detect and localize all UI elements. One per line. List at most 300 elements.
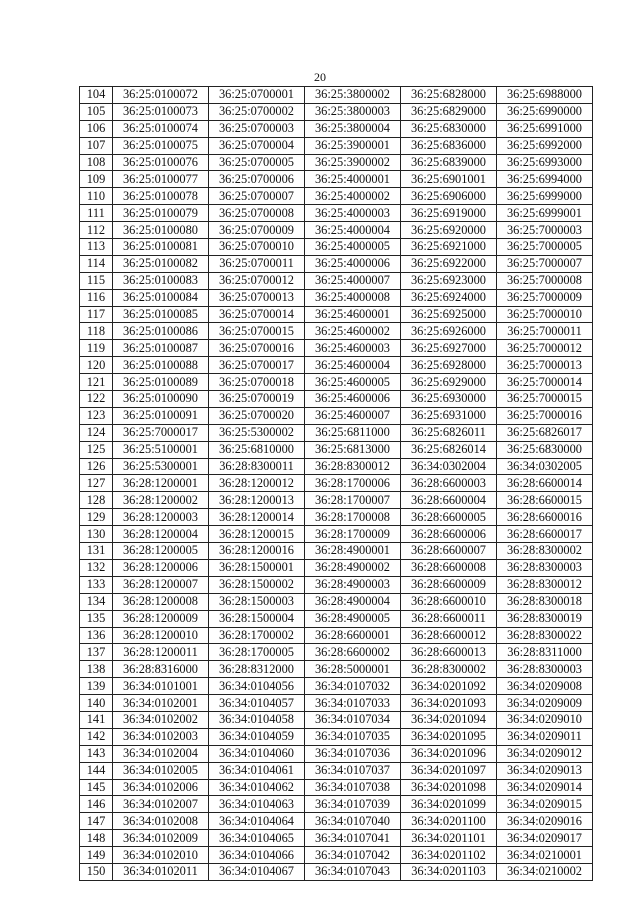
table-row <box>80 205 593 222</box>
cadastral-number-cell: 36:25:7000007 <box>497 255 593 272</box>
cadastral-number-cell: 36:25:0100080 <box>113 222 209 239</box>
cadastral-number-cell: 36:28:1200005 <box>113 543 209 560</box>
cadastral-number-cell: 36:34:0107035 <box>305 728 401 745</box>
row-number-cell: 139 <box>80 678 113 695</box>
table-row <box>80 610 593 627</box>
row-number-cell: 112 <box>80 222 113 239</box>
cadastral-number-cell: 36:28:1200013 <box>209 492 305 509</box>
cadastral-number-cell: 36:25:6994000 <box>497 171 593 188</box>
page-number: 20 <box>314 70 326 84</box>
cadastral-number-cell: 36:28:8300012 <box>305 458 401 475</box>
cadastral-number-cell: 36:28:8300019 <box>497 610 593 627</box>
cadastral-number-cell: 36:25:0100081 <box>113 239 209 256</box>
cadastral-number-cell: 36:25:4000002 <box>305 188 401 205</box>
cadastral-number-cell: 36:28:8300011 <box>209 458 305 475</box>
cadastral-number-cell: 36:28:4900004 <box>305 593 401 610</box>
cadastral-number-cell: 36:28:8312000 <box>209 661 305 678</box>
cadastral-number-cell: 36:28:1500003 <box>209 593 305 610</box>
row-number-cell: 114 <box>80 255 113 272</box>
table-row <box>80 239 593 256</box>
cadastral-number-cell: 36:34:0201093 <box>401 695 497 712</box>
row-number-cell: 119 <box>80 340 113 357</box>
cadastral-number-cell: 36:28:4900002 <box>305 559 401 576</box>
cadastral-number-cell: 36:28:6600015 <box>497 492 593 509</box>
cadastral-number-cell: 36:25:7000009 <box>497 289 593 306</box>
cadastral-number-cell: 36:28:6600010 <box>401 593 497 610</box>
cadastral-number-cell: 36:25:6999000 <box>497 188 593 205</box>
cadastral-number-cell: 36:28:6600013 <box>401 644 497 661</box>
cadastral-number-cell: 36:25:0700011 <box>209 255 305 272</box>
row-number-cell: 116 <box>80 289 113 306</box>
table-row <box>80 154 593 171</box>
table-row <box>80 340 593 357</box>
cadastral-number-cell: 36:28:1700006 <box>305 475 401 492</box>
table-row <box>80 745 593 762</box>
cadastral-number-cell: 36:28:1200002 <box>113 492 209 509</box>
cadastral-number-cell: 36:25:6926000 <box>401 323 497 340</box>
cadastral-number-cell: 36:25:6829000 <box>401 103 497 120</box>
cadastral-number-cell: 36:28:1200015 <box>209 526 305 543</box>
cadastral-number-cell: 36:34:0107033 <box>305 695 401 712</box>
cadastral-number-cell: 36:25:7000016 <box>497 407 593 424</box>
cadastral-number-cell: 36:25:6991000 <box>497 120 593 137</box>
cadastral-number-cell: 36:25:0700012 <box>209 272 305 289</box>
cadastral-number-cell: 36:25:6924000 <box>401 289 497 306</box>
row-number-cell: 125 <box>80 441 113 458</box>
row-number-cell: 124 <box>80 424 113 441</box>
table-row <box>80 407 593 424</box>
cadastral-number-cell: 36:25:0100082 <box>113 255 209 272</box>
cadastral-number-cell: 36:25:4600007 <box>305 407 401 424</box>
row-number-cell: 106 <box>80 120 113 137</box>
cadastral-number-cell: 36:34:0201097 <box>401 762 497 779</box>
cadastral-number-cell: 36:25:0700014 <box>209 306 305 323</box>
cadastral-number-cell: 36:28:1200010 <box>113 627 209 644</box>
table-row <box>80 779 593 796</box>
row-number-cell: 143 <box>80 745 113 762</box>
cadastral-number-cell: 36:25:0100088 <box>113 357 209 374</box>
cadastral-number-cell: 36:34:0201098 <box>401 779 497 796</box>
cadastral-number-cell: 36:25:4000001 <box>305 171 401 188</box>
cadastral-number-cell: 36:28:8316000 <box>113 661 209 678</box>
table-row <box>80 593 593 610</box>
cadastral-number-cell: 36:25:0100073 <box>113 103 209 120</box>
cadastral-number-cell: 36:25:6839000 <box>401 154 497 171</box>
row-number-cell: 111 <box>80 205 113 222</box>
table-row <box>80 576 593 593</box>
cadastral-number-cell: 36:28:1500004 <box>209 610 305 627</box>
cadastral-number-cell: 36:28:1700008 <box>305 509 401 526</box>
cadastral-number-cell: 36:25:6906000 <box>401 188 497 205</box>
cadastral-number-cell: 36:34:0209012 <box>497 745 593 762</box>
cadastral-number-cell: 36:34:0107040 <box>305 813 401 830</box>
cadastral-number-cell: 36:28:1500001 <box>209 559 305 576</box>
cadastral-number-cell: 36:25:0100085 <box>113 306 209 323</box>
cadastral-number-cell: 36:34:0104059 <box>209 728 305 745</box>
row-number-cell: 147 <box>80 813 113 830</box>
table-row <box>80 543 593 560</box>
cadastral-number-cell: 36:28:8300003 <box>497 661 593 678</box>
cadastral-number-cell: 36:28:1700007 <box>305 492 401 509</box>
cadastral-number-cell: 36:34:0107039 <box>305 796 401 813</box>
cadastral-number-cell: 36:25:0700009 <box>209 222 305 239</box>
row-number-cell: 142 <box>80 728 113 745</box>
table-row <box>80 526 593 543</box>
cadastral-number-cell: 36:34:0102004 <box>113 745 209 762</box>
cadastral-number-cell: 36:28:6600008 <box>401 559 497 576</box>
cadastral-number-cell: 36:34:0201095 <box>401 728 497 745</box>
row-number-cell: 140 <box>80 695 113 712</box>
table-row <box>80 222 593 239</box>
cadastral-number-cell: 36:25:6988000 <box>497 87 593 104</box>
row-number-cell: 145 <box>80 779 113 796</box>
cadastral-number-cell: 36:25:0700003 <box>209 120 305 137</box>
cadastral-number-cell: 36:34:0201099 <box>401 796 497 813</box>
table-row <box>80 458 593 475</box>
cadastral-number-cell: 36:28:8300002 <box>401 661 497 678</box>
cadastral-number-cell: 36:34:0201102 <box>401 847 497 864</box>
cadastral-number-cell: 36:25:0700002 <box>209 103 305 120</box>
cadastral-number-cell: 36:25:0700004 <box>209 137 305 154</box>
cadastral-number-cell: 36:28:1200007 <box>113 576 209 593</box>
cadastral-number-cell: 36:25:6930000 <box>401 391 497 408</box>
cadastral-number-cell: 36:25:4600002 <box>305 323 401 340</box>
row-number-cell: 121 <box>80 374 113 391</box>
cadastral-number-cell: 36:34:0104064 <box>209 813 305 830</box>
cadastral-number-cell: 36:25:0700006 <box>209 171 305 188</box>
row-number-cell: 123 <box>80 407 113 424</box>
row-number-cell: 134 <box>80 593 113 610</box>
table-row <box>80 661 593 678</box>
cadastral-number-cell: 36:28:1700009 <box>305 526 401 543</box>
row-number-cell: 127 <box>80 475 113 492</box>
cadastral-number-cell: 36:25:6826011 <box>401 424 497 441</box>
cadastral-number-cell: 36:28:8300022 <box>497 627 593 644</box>
cadastral-number-cell: 36:25:0100086 <box>113 323 209 340</box>
cadastral-number-cell: 36:25:4600004 <box>305 357 401 374</box>
cadastral-number-cell: 36:28:1500002 <box>209 576 305 593</box>
cadastral-number-cell: 36:25:0100079 <box>113 205 209 222</box>
cadastral-number-cell: 36:25:7000011 <box>497 323 593 340</box>
cadastral-number-cell: 36:25:5300001 <box>113 458 209 475</box>
table-row <box>80 492 593 509</box>
table-row <box>80 644 593 661</box>
cadastral-number-cell: 36:34:0209013 <box>497 762 593 779</box>
cadastral-number-cell: 36:25:5100001 <box>113 441 209 458</box>
cadastral-number-cell: 36:28:8300018 <box>497 593 593 610</box>
cadastral-number-cell: 36:34:0102003 <box>113 728 209 745</box>
cadastral-number-cell: 36:34:0209015 <box>497 796 593 813</box>
row-number-cell: 135 <box>80 610 113 627</box>
cadastral-number-cell: 36:25:6830000 <box>497 441 593 458</box>
cadastral-number-cell: 36:25:6929000 <box>401 374 497 391</box>
cadastral-number-cell: 36:25:4000003 <box>305 205 401 222</box>
cadastral-number-cell: 36:25:0700016 <box>209 340 305 357</box>
table-row <box>80 374 593 391</box>
cadastral-number-cell: 36:28:1200006 <box>113 559 209 576</box>
cadastral-number-cell: 36:34:0302005 <box>497 458 593 475</box>
row-number-cell: 105 <box>80 103 113 120</box>
cadastral-number-cell: 36:34:0201100 <box>401 813 497 830</box>
cadastral-number-cell: 36:25:0700015 <box>209 323 305 340</box>
table-row <box>80 87 593 104</box>
table-row <box>80 728 593 745</box>
cadastral-number-cell: 36:25:7000017 <box>113 424 209 441</box>
cadastral-number-cell: 36:25:6920000 <box>401 222 497 239</box>
cadastral-number-cell: 36:34:0107032 <box>305 678 401 695</box>
cadastral-number-cell: 36:25:7000005 <box>497 239 593 256</box>
cadastral-number-cell: 36:28:1700005 <box>209 644 305 661</box>
cadastral-number-cell: 36:25:4600001 <box>305 306 401 323</box>
table-row <box>80 171 593 188</box>
cadastral-number-cell: 36:25:0100091 <box>113 407 209 424</box>
cadastral-number-cell: 36:28:6600003 <box>401 475 497 492</box>
cadastral-number-cell: 36:25:0100077 <box>113 171 209 188</box>
cadastral-number-cell: 36:34:0102005 <box>113 762 209 779</box>
row-number-cell: 130 <box>80 526 113 543</box>
cadastral-number-cell: 36:34:0104061 <box>209 762 305 779</box>
row-number-cell: 138 <box>80 661 113 678</box>
row-number-cell: 118 <box>80 323 113 340</box>
cadastral-number-cell: 36:25:0700005 <box>209 154 305 171</box>
cadastral-number-cell: 36:28:1200004 <box>113 526 209 543</box>
cadastral-number-cell: 36:25:4600003 <box>305 340 401 357</box>
row-number-cell: 104 <box>80 87 113 104</box>
table-row <box>80 509 593 526</box>
cadastral-number-cell: 36:28:8311000 <box>497 644 593 661</box>
cadastral-number-cell: 36:34:0104063 <box>209 796 305 813</box>
cadastral-number-cell: 36:34:0102002 <box>113 711 209 728</box>
row-number-cell: 109 <box>80 171 113 188</box>
cadastral-number-cell: 36:28:6600002 <box>305 644 401 661</box>
cadastral-number-cell: 36:25:0100089 <box>113 374 209 391</box>
cadastral-number-cell: 36:25:4000008 <box>305 289 401 306</box>
cadastral-number-cell: 36:34:0201094 <box>401 711 497 728</box>
cadastral-number-cell: 36:28:6600009 <box>401 576 497 593</box>
table-row <box>80 272 593 289</box>
cadastral-number-cell: 36:28:8300002 <box>497 543 593 560</box>
cadastral-number-cell: 36:25:6810000 <box>209 441 305 458</box>
cadastral-number-cell: 36:34:0201096 <box>401 745 497 762</box>
cadastral-number-cell: 36:28:1200012 <box>209 475 305 492</box>
row-number-cell: 141 <box>80 711 113 728</box>
cadastral-number-cell: 36:34:0104060 <box>209 745 305 762</box>
cadastral-number-cell: 36:34:0101001 <box>113 678 209 695</box>
row-number-cell: 136 <box>80 627 113 644</box>
table-row <box>80 695 593 712</box>
cadastral-number-cell: 36:28:1200014 <box>209 509 305 526</box>
cadastral-number-cell: 36:28:4900003 <box>305 576 401 593</box>
cadastral-number-cell: 36:34:0201103 <box>401 863 497 880</box>
cadastral-number-cell: 36:34:0201092 <box>401 678 497 695</box>
cadastral-number-cell: 36:28:6600006 <box>401 526 497 543</box>
cadastral-number-cell: 36:25:6927000 <box>401 340 497 357</box>
row-number-cell: 150 <box>80 863 113 880</box>
cadastral-number-cell: 36:25:0100076 <box>113 154 209 171</box>
cadastral-number-cell: 36:25:6826017 <box>497 424 593 441</box>
cadastral-number-cell: 36:25:0100084 <box>113 289 209 306</box>
cadastral-number-cell: 36:25:4600006 <box>305 391 401 408</box>
cadastral-number-cell: 36:25:7000013 <box>497 357 593 374</box>
cadastral-number-cell: 36:25:6828000 <box>401 87 497 104</box>
cadastral-number-cell: 36:25:6919000 <box>401 205 497 222</box>
cadastral-number-cell: 36:25:0700020 <box>209 407 305 424</box>
row-number-cell: 126 <box>80 458 113 475</box>
cadastral-number-cell: 36:34:0107043 <box>305 863 401 880</box>
cadastral-number-cell: 36:34:0209017 <box>497 830 593 847</box>
cadastral-number-cell: 36:34:0107042 <box>305 847 401 864</box>
table-row <box>80 323 593 340</box>
cadastral-number-cell: 36:25:6922000 <box>401 255 497 272</box>
cadastral-number-cell: 36:34:0107037 <box>305 762 401 779</box>
table-row <box>80 796 593 813</box>
table-body <box>80 87 593 881</box>
cadastral-number-cell: 36:34:0104057 <box>209 695 305 712</box>
cadastral-number-cell: 36:25:6813000 <box>305 441 401 458</box>
cadastral-number-cell: 36:34:0107036 <box>305 745 401 762</box>
cadastral-number-cell: 36:34:0102010 <box>113 847 209 864</box>
cadastral-number-cell: 36:28:4900005 <box>305 610 401 627</box>
row-number-cell: 137 <box>80 644 113 661</box>
cadastral-number-cell: 36:25:0700008 <box>209 205 305 222</box>
table-row <box>80 188 593 205</box>
cadastral-number-cell: 36:28:6600004 <box>401 492 497 509</box>
cadastral-number-cell: 36:25:6811000 <box>305 424 401 441</box>
cadastral-number-cell: 36:25:0100075 <box>113 137 209 154</box>
cadastral-number-cell: 36:25:0700007 <box>209 188 305 205</box>
row-number-cell: 133 <box>80 576 113 593</box>
cadastral-number-cell: 36:34:0302004 <box>401 458 497 475</box>
cadastral-number-cell: 36:34:0102008 <box>113 813 209 830</box>
row-number-cell: 115 <box>80 272 113 289</box>
cadastral-number-cell: 36:25:4000006 <box>305 255 401 272</box>
table-row <box>80 357 593 374</box>
cadastral-number-cell: 36:34:0107034 <box>305 711 401 728</box>
cadastral-number-cell: 36:28:6600012 <box>401 627 497 644</box>
table-row <box>80 830 593 847</box>
cadastral-number-cell: 36:25:3800002 <box>305 87 401 104</box>
cadastral-number-cell: 36:28:1200009 <box>113 610 209 627</box>
cadastral-number-cell: 36:25:7000008 <box>497 272 593 289</box>
cadastral-number-cell: 36:25:0100083 <box>113 272 209 289</box>
cadastral-number-cell: 36:34:0209014 <box>497 779 593 796</box>
row-number-cell: 144 <box>80 762 113 779</box>
cadastral-number-cell: 36:28:4900001 <box>305 543 401 560</box>
cadastral-number-cell: 36:28:5000001 <box>305 661 401 678</box>
cadastral-number-cell: 36:25:3800003 <box>305 103 401 120</box>
cadastral-number-cell: 36:34:0107041 <box>305 830 401 847</box>
table-row <box>80 847 593 864</box>
cadastral-number-cell: 36:25:3900001 <box>305 137 401 154</box>
cadastral-number-cell: 36:25:0700018 <box>209 374 305 391</box>
cadastral-number-cell: 36:25:7000003 <box>497 222 593 239</box>
cadastral-number-cell: 36:25:0700019 <box>209 391 305 408</box>
table-row <box>80 391 593 408</box>
cadastral-number-cell: 36:34:0209008 <box>497 678 593 695</box>
table-row <box>80 103 593 120</box>
cadastral-number-cell: 36:25:0700010 <box>209 239 305 256</box>
cadastral-number-cell: 36:28:1200011 <box>113 644 209 661</box>
cadastral-number-cell: 36:25:6990000 <box>497 103 593 120</box>
cadastral-number-cell: 36:34:0201101 <box>401 830 497 847</box>
cadastral-number-cell: 36:25:6992000 <box>497 137 593 154</box>
table-row <box>80 424 593 441</box>
cadastral-number-cell: 36:25:4000007 <box>305 272 401 289</box>
row-number-cell: 107 <box>80 137 113 154</box>
cadastral-number-cell: 36:28:8300003 <box>497 559 593 576</box>
cadastral-number-cell: 36:25:3800004 <box>305 120 401 137</box>
cadastral-number-cell: 36:25:6836000 <box>401 137 497 154</box>
cadastral-number-cell: 36:34:0104066 <box>209 847 305 864</box>
cadastral-number-cell: 36:34:0209016 <box>497 813 593 830</box>
table-row <box>80 711 593 728</box>
cadastral-number-cell: 36:25:7000010 <box>497 306 593 323</box>
cadastral-number-cell: 36:28:6600017 <box>497 526 593 543</box>
row-number-cell: 113 <box>80 239 113 256</box>
cadastral-number-cell: 36:25:4600005 <box>305 374 401 391</box>
cadastral-number-cell: 36:28:1200003 <box>113 509 209 526</box>
cadastral-number-cell: 36:28:6600014 <box>497 475 593 492</box>
cadastral-number-cell: 36:25:0100072 <box>113 87 209 104</box>
cadastral-number-cell: 36:28:1700002 <box>209 627 305 644</box>
table-row <box>80 559 593 576</box>
row-number-cell: 120 <box>80 357 113 374</box>
cadastral-number-cell: 36:25:0100087 <box>113 340 209 357</box>
table-row <box>80 813 593 830</box>
cadastral-number-cell: 36:25:4000005 <box>305 239 401 256</box>
table-row <box>80 137 593 154</box>
cadastral-number-cell: 36:25:0700001 <box>209 87 305 104</box>
cadastral-number-cell: 36:25:0700017 <box>209 357 305 374</box>
cadastral-number-cell: 36:34:0102001 <box>113 695 209 712</box>
row-number-cell: 128 <box>80 492 113 509</box>
cadastral-number-cell: 36:34:0104065 <box>209 830 305 847</box>
cadastral-number-cell: 36:25:6921000 <box>401 239 497 256</box>
table-row <box>80 441 593 458</box>
cadastral-number-cell: 36:25:7000012 <box>497 340 593 357</box>
table-row <box>80 255 593 272</box>
table-row <box>80 627 593 644</box>
cadastral-number-cell: 36:28:1200016 <box>209 543 305 560</box>
cadastral-number-cell: 36:34:0104056 <box>209 678 305 695</box>
cadastral-number-cell: 36:25:0100074 <box>113 120 209 137</box>
table-row <box>80 863 593 880</box>
row-number-cell: 131 <box>80 543 113 560</box>
cadastral-number-cell: 36:28:6600016 <box>497 509 593 526</box>
row-number-cell: 108 <box>80 154 113 171</box>
cadastral-number-cell: 36:34:0104062 <box>209 779 305 796</box>
row-number-cell: 110 <box>80 188 113 205</box>
cadastral-number-cell: 36:28:6600005 <box>401 509 497 526</box>
row-number-cell: 122 <box>80 391 113 408</box>
cadastral-number-cell: 36:25:7000015 <box>497 391 593 408</box>
cadastral-number-cell: 36:25:0100078 <box>113 188 209 205</box>
cadastral-number-cell: 36:25:6925000 <box>401 306 497 323</box>
cadastral-number-cell: 36:34:0209009 <box>497 695 593 712</box>
table-row <box>80 762 593 779</box>
cadastral-number-cell: 36:28:8300012 <box>497 576 593 593</box>
row-number-cell: 149 <box>80 847 113 864</box>
cadastral-number-cell: 36:34:0107038 <box>305 779 401 796</box>
cadastral-number-cell: 36:25:6923000 <box>401 272 497 289</box>
cadastral-number-cell: 36:34:0209010 <box>497 711 593 728</box>
cadastral-number-cell: 36:34:0104067 <box>209 863 305 880</box>
table-row <box>80 120 593 137</box>
cadastral-number-cell: 36:25:6830000 <box>401 120 497 137</box>
table-row <box>80 289 593 306</box>
cadastral-number-cell: 36:34:0210001 <box>497 847 593 864</box>
row-number-cell: 117 <box>80 306 113 323</box>
